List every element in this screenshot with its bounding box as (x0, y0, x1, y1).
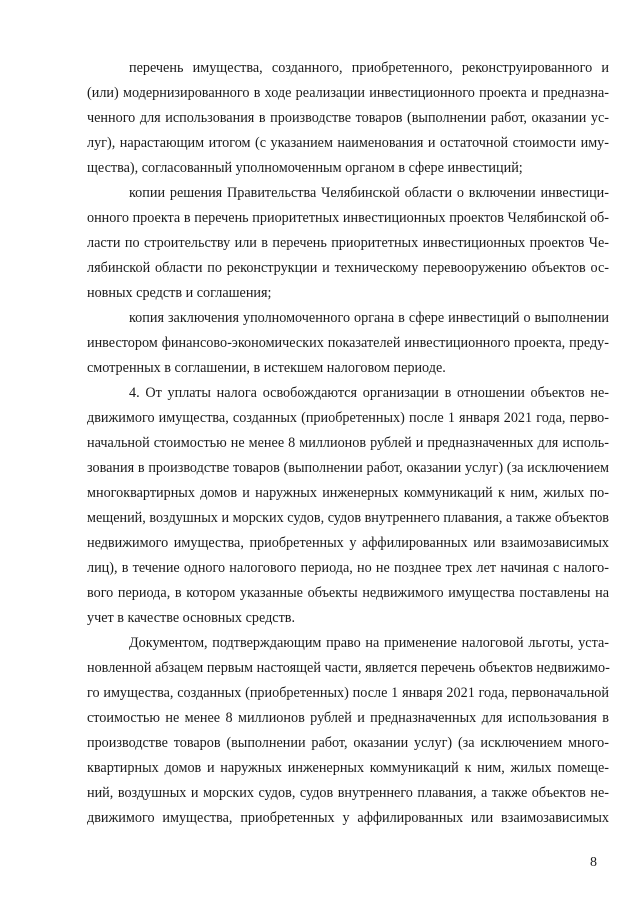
text-line: начальной стоимостью не менее 8 миллионов рублей и предназначенных для исполь- (87, 435, 609, 451)
text-line: онного проекта в перечень приоритетных инвестиционных проектов Челябинской об- (87, 210, 609, 226)
text-line: копии решения Правительства Челябинской области о включении инвестици- (129, 185, 609, 201)
text-line: 4. От уплаты налога освобождаются организации в отношении объектов не- (129, 385, 609, 401)
text-line: смотренных в соглашении, в истекшем налоговом периоде. (87, 360, 446, 376)
text-line: щества), согласованный уполномоченным органом в сфере инвестиций; (87, 160, 523, 176)
text-line: ласти по строительству или в перечень приоритетных инвестиционных проектов Че- (87, 235, 609, 251)
text-line: вого периода, в котором указанные объекты недвижимого имущества поставлены на (87, 585, 609, 601)
paragraph-confirming-document (87, 631, 609, 831)
text-line: стоимостью не менее 8 миллионов рублей и предназначенных для использования в (87, 710, 609, 726)
text-line: ний, воздушных и морских судов, судов внутреннего плавания, а также объектов не- (87, 785, 609, 801)
text-line: новных средств и соглашения; (87, 285, 272, 301)
text-line: перечень имущества, созданного, приобретенного, реконструированного и (129, 60, 609, 76)
text-line: квартирных домов и наружных инженерных коммуникаций к ним, жилых помеще- (87, 760, 609, 776)
text-line: (или) модернизированного в ходе реализации инвестиционного проекта и предназна- (87, 85, 609, 101)
paragraph-investment-conclusion (87, 306, 609, 381)
paragraph-government-decision (87, 181, 609, 306)
text-line: мещений, воздушных и морских судов, судов внутреннего плавания, а также объектов (87, 510, 609, 526)
text-line: копия заключения уполномоченного органа в сфере инвестиций о выполнении (129, 310, 609, 326)
text-line: Документом, подтверждающим право на применение налоговой льготы, уста- (129, 635, 609, 651)
text-line: лябинской области по реконструкции и техническому перевооружению объектов ос- (87, 260, 609, 276)
text-line: недвижимого имущества, приобретенных у аффилированных или взаимозависимых (87, 535, 609, 551)
text-line: луг), нарастающим итогом (с указанием наименования и остаточной стоимости иму- (87, 135, 609, 151)
paragraph-section-4 (87, 381, 609, 631)
text-line: ченного для использования в производстве товаров (выполнении работ, оказании ус- (87, 110, 609, 126)
text-line: многоквартирных домов и наружных инженерных коммуникаций к ним, жилых по- (87, 485, 609, 501)
text-line: новленной абзацем первым настоящей части, является перечень объектов недвижимо- (87, 660, 610, 676)
text-line: зования в производстве товаров (выполнении работ, оказании услуг) (за исключением (87, 460, 609, 476)
text-line: лиц), в течение одного налогового периода, но не позднее трех лет начиная с налого- (87, 560, 609, 576)
document-body (87, 56, 609, 831)
page-number: 8 (590, 855, 597, 870)
text-line: производстве товаров (выполнении работ, оказании услуг) (за исключением много- (87, 735, 609, 751)
text-line: инвестором финансово-экономических показателей инвестиционного проекта, преду- (87, 335, 609, 351)
paragraph-property-list (87, 56, 609, 181)
text-line: движимого имущества, созданных (приобретенных) после 1 января 2021 года, перво- (87, 410, 609, 426)
text-line: учет в качестве основных средств. (87, 610, 296, 626)
text-line: го имущества, созданных (приобретенных) после 1 января 2021 года, первоначальной (87, 685, 609, 701)
text-line: движимого имущества, приобретенных у аффилированных или взаимозависимых (87, 810, 609, 826)
